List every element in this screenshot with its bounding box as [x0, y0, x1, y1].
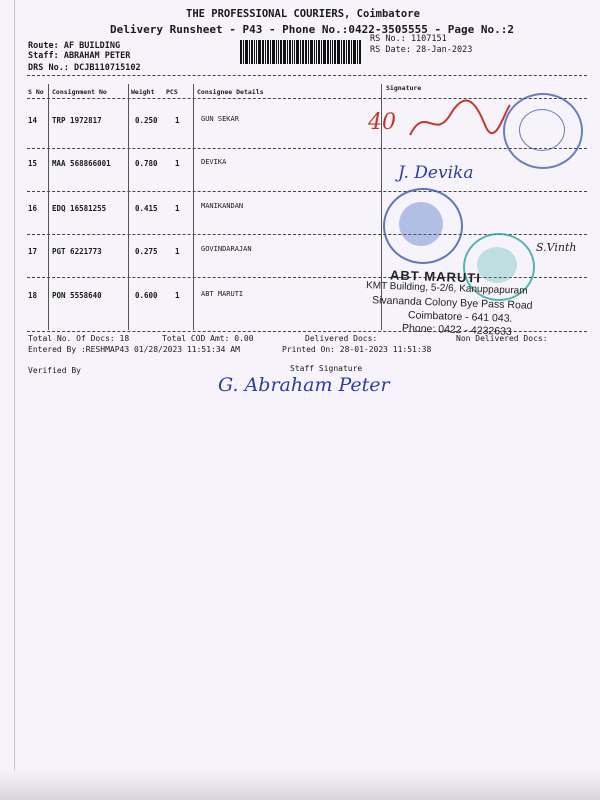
abt-stamp-phone: Phone: 0422 - 4232633: [401, 322, 512, 338]
row-consignee: ABT MARUTI: [201, 290, 244, 298]
signature-gun-sekar: 40: [368, 110, 396, 135]
row-sno: 18: [28, 291, 38, 300]
row-pcs: 1: [175, 116, 180, 125]
printed-on: Printed On: 28-01-2023 11:51:38: [282, 345, 432, 354]
page-bottom-shadow: [0, 770, 600, 800]
row-divider: [27, 191, 587, 192]
row-consignee: GUN SEKAR: [201, 115, 239, 123]
total-cod: Total COD Amt: 0.00: [162, 334, 254, 343]
signature-devika: J. Devika: [398, 163, 474, 183]
staff-label: Staff: ABRAHAM PETER: [28, 51, 131, 61]
signature-scribble-red: [405, 95, 515, 145]
column-divider: [48, 84, 49, 330]
row-consignment: EDQ 16581255: [52, 204, 107, 213]
verified-by: Verified By: [28, 366, 81, 375]
row-consignee: MANIKANDAN: [201, 202, 244, 210]
non-delivered-docs: Non Delivered Docs:: [456, 334, 548, 343]
staff-signature-handwritten: G. Abraham Peter: [218, 374, 390, 396]
row-consignee: GOVINDARAJAN: [201, 245, 252, 253]
row-consignee: DEVIKA: [201, 158, 227, 166]
rs-date: RS Date: 28-Jan-2023: [370, 45, 473, 55]
row-sno: 14: [28, 116, 38, 125]
delivered-docs: Delivered Docs:: [305, 334, 378, 343]
row-weight: 0.250: [135, 116, 158, 125]
row-sno: 16: [28, 204, 38, 213]
abt-stamp-address: KMT Building, 5-2/6, Kanuppapuram: [365, 280, 528, 297]
column-divider: [128, 84, 129, 330]
row-pcs: 1: [175, 204, 180, 213]
header-signature: Signature: [386, 84, 422, 92]
round-seal-stamp: [383, 188, 463, 264]
total-docs: Total No. Of Docs: 18: [28, 334, 130, 343]
column-divider: [193, 84, 194, 330]
header-weight: Weight: [131, 88, 155, 96]
staff-signature-label: Staff Signature: [290, 364, 363, 373]
row-pcs: 1: [175, 159, 180, 168]
page-edge: [14, 0, 15, 800]
entered-by: Entered By :RESHMAP43 01/28/2023 11:51:34 AM: [28, 345, 240, 354]
mill-seal-stamp: [503, 93, 583, 169]
rule-top: [27, 75, 587, 76]
header-pcs: PCS: [166, 88, 178, 96]
row-consignment: PON 5558640: [52, 291, 102, 300]
rs-number: RS No.: 1107151: [370, 34, 447, 44]
row-consignment: TRP 1972817: [52, 116, 102, 125]
header-consignee: Consignee Details: [197, 88, 264, 96]
row-sno: 15: [28, 159, 38, 168]
row-weight: 0.275: [135, 247, 158, 256]
header-consignment: Consignment No: [52, 88, 107, 96]
barcode: [240, 40, 364, 64]
abt-stamp-city: Coimbatore - 641 043.: [407, 309, 513, 325]
row-weight: 0.780: [135, 159, 158, 168]
row-consignment: MAA 568866001: [52, 159, 111, 168]
abt-stamp-address: Sivananda Colony Bye Pass Road: [371, 294, 533, 312]
row-divider: [27, 148, 587, 149]
row-weight: 0.415: [135, 204, 158, 213]
route-label: Route: AF BUILDING: [28, 41, 121, 51]
signature-govindarajan: S.Vinth: [536, 241, 577, 254]
row-pcs: 1: [175, 291, 180, 300]
row-sno: 17: [28, 247, 38, 256]
document-title: THE PROFESSIONAL COURIERS, Coimbatore: [186, 8, 420, 20]
abt-stamp-name: ABT MARUTI: [389, 267, 482, 286]
drs-number: DRS No.: DCJB110715102: [28, 63, 141, 73]
document-subtitle: Delivery Runsheet - P43 - Phone No.:0422-3505555 - Page No.:2: [110, 23, 514, 36]
header-sno: S No: [28, 88, 44, 96]
row-pcs: 1: [175, 247, 180, 256]
row-consignment: PGT 6221773: [52, 247, 102, 256]
row-weight: 0.600: [135, 291, 158, 300]
